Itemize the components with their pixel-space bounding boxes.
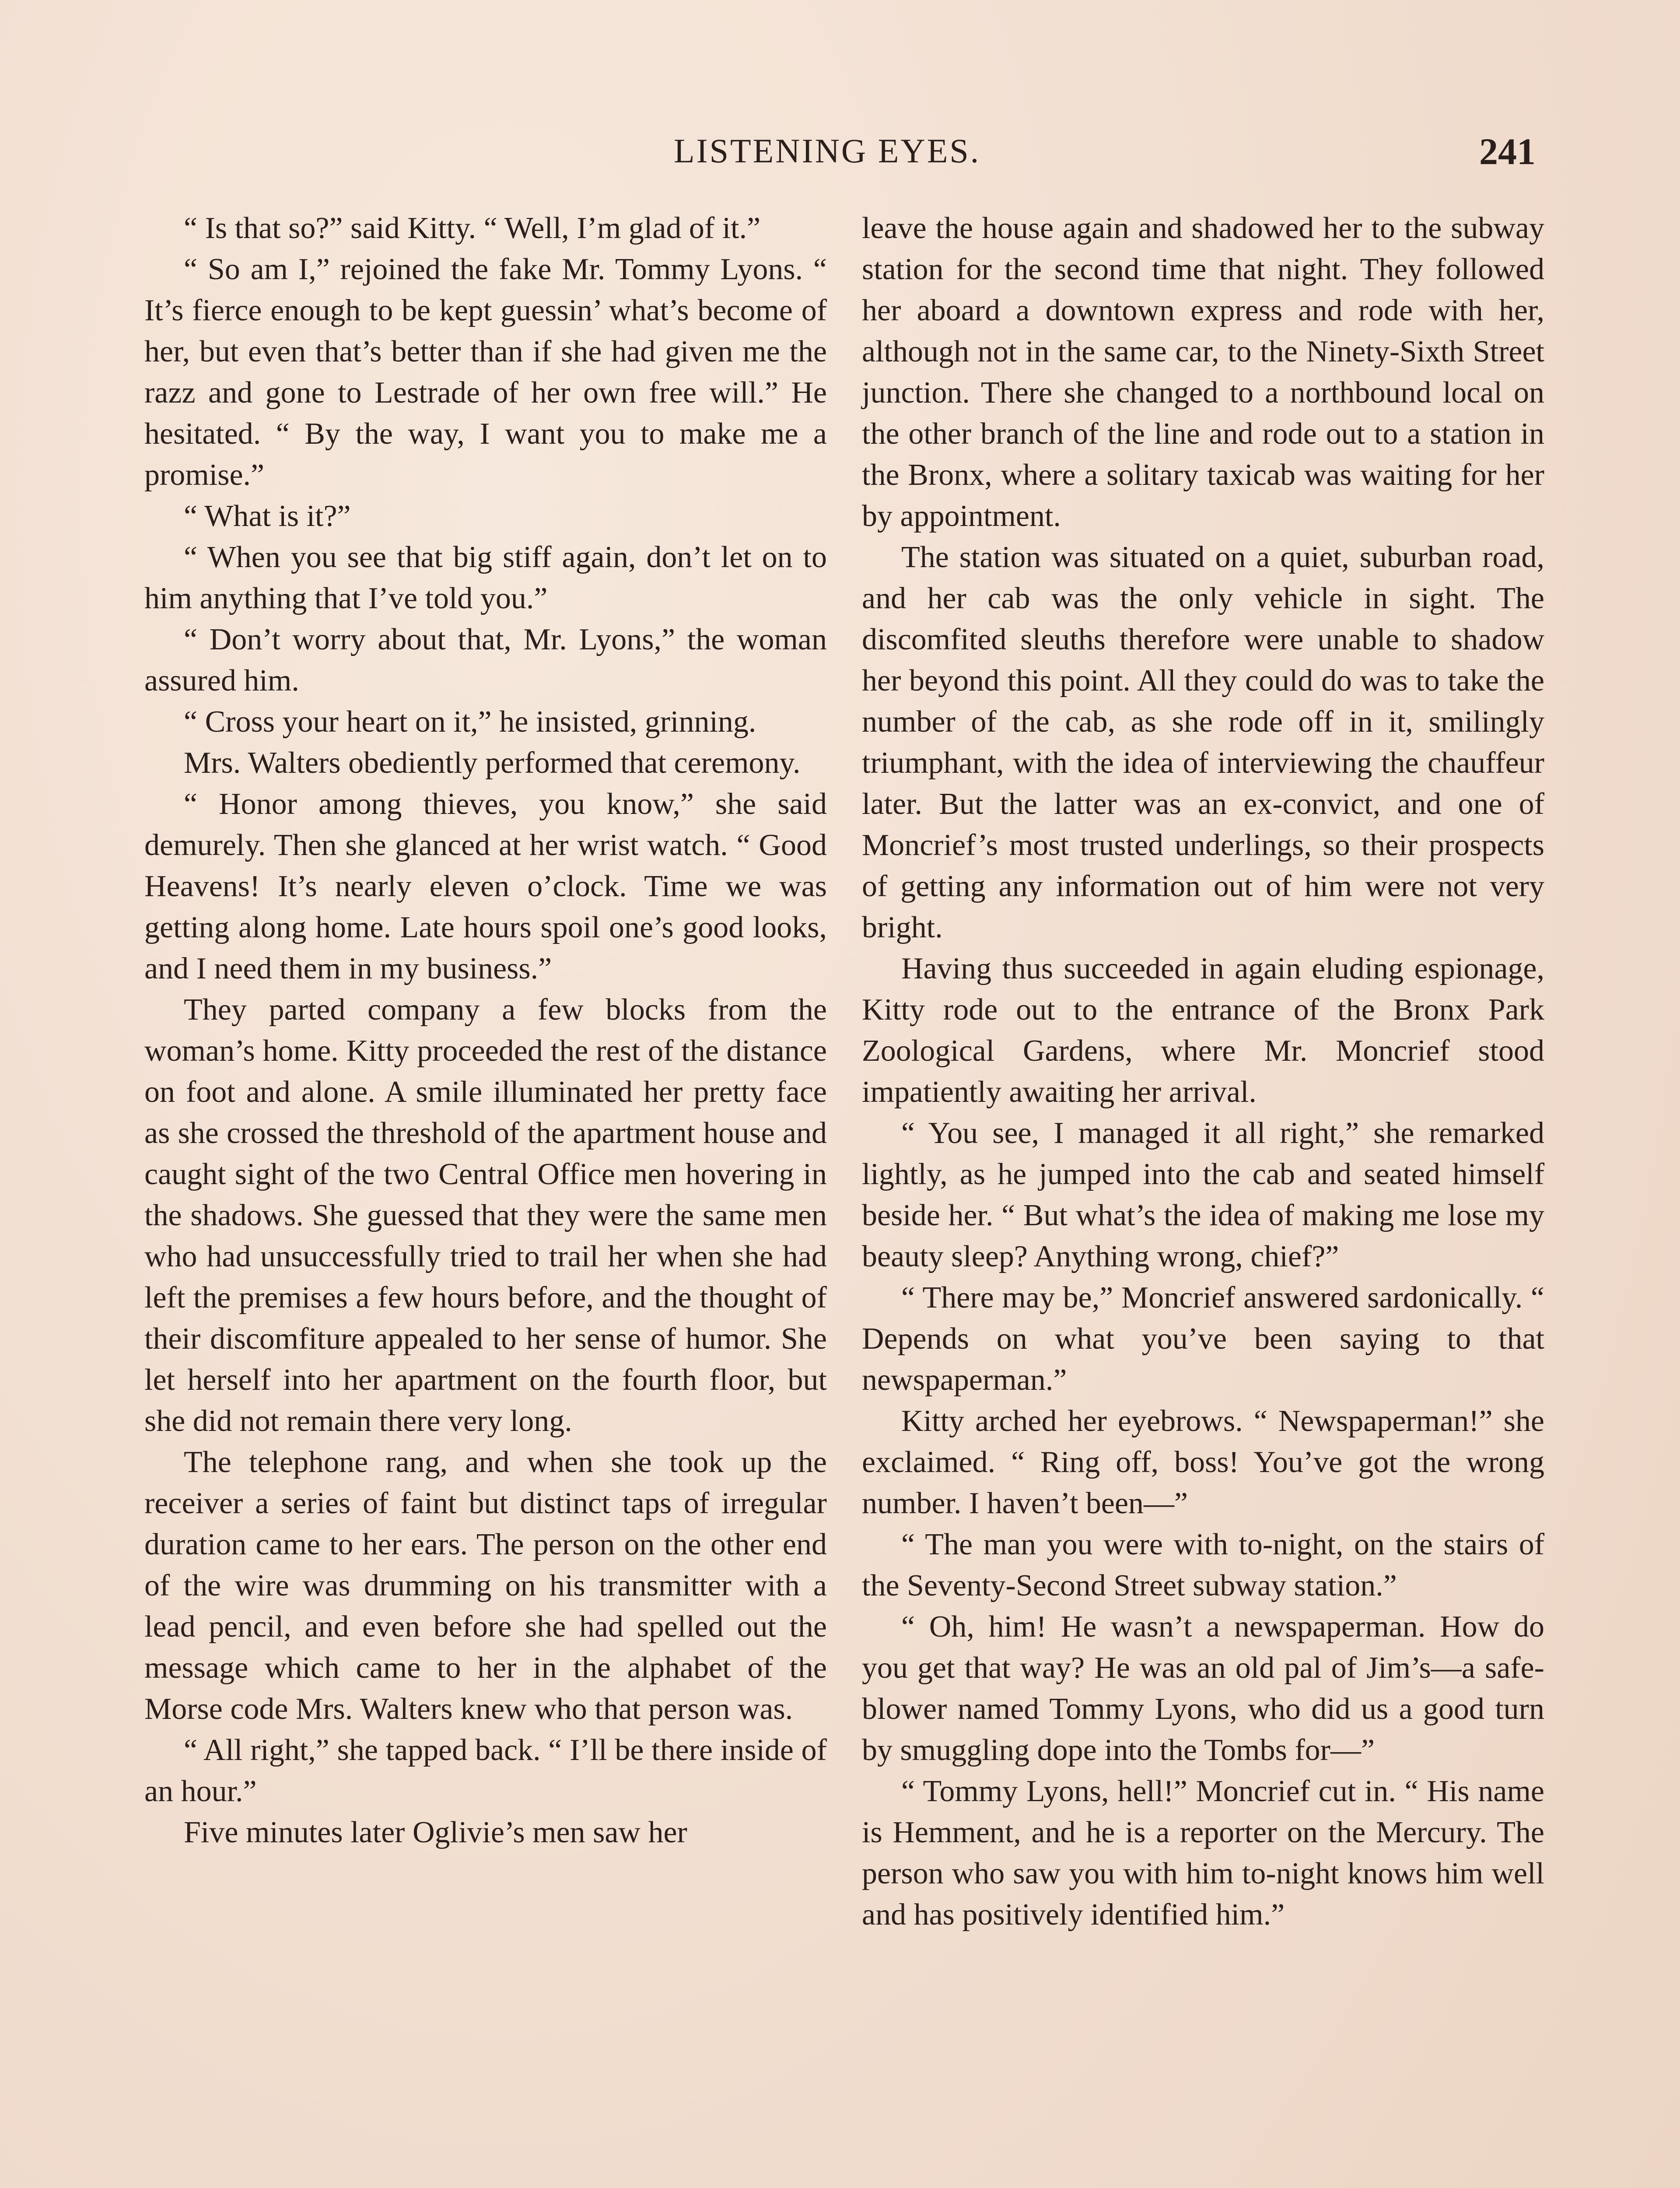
paragraph: Kitty arched her eyebrows. “ Newspaperman!” she exclaimed. “ Ring off, boss! You’ve got the wrong number. I haven’t been—” [862, 1404, 1544, 1520]
paragraph: Five minutes later Oglivie’s men saw her [184, 1816, 687, 1849]
paragraph-continued: leave the house again and shadowed her to the subway station for the second time that night. They followed her aboard a downtown express and rode with her, although not in the same car, to the Ninety-Sixth Street junction. There she changed to a northbound local on the other branch of the line and rode out to a station in the Bronx, where a solitary taxicab was waiting for her by appointment. [862, 211, 1544, 533]
right-column [862, 208, 1544, 1936]
paragraph: Mrs. Walters obediently performed that ceremony. [184, 746, 801, 780]
paragraph: “ Oh, him! He wasn’t a newspaperman. How do you get that way? He was an old pal of Jim’s—a safe-blower named Tommy Lyons, who did us a good turn by smuggling dope into the Tombs for—” [862, 1610, 1544, 1767]
paragraph: They parted company a few blocks from the woman’s home. Kitty proceeded the rest of the distance on foot and alone. A smile illuminated her pretty face as she crossed the threshold of the apartment house and caught sight of the two Central Office men hovering in the shadows. She guessed that they were the same men who had unsuccessfully tried to trail her when she had left the premises a few hours before, and the thought of their discomfiture appealed to her sense of humor. She let herself into her apartment on the fourth floor, but she did not remain there very long. [144, 993, 827, 1438]
paragraph: “ The man you were with to-night, on the stairs of the Seventy-Second Street subway station.” [862, 1528, 1544, 1602]
paragraph: “ When you see that big stiff again, don’t let on to him anything that I’ve told you.” [144, 540, 827, 615]
paragraph: “ Honor among thieves, you know,” she said demurely. Then she glanced at her wrist watch. “ Good Heavens! It’s nearly eleven o’clock. Time we was getting along home. Late hours spoil one’s good looks, and I need them in my business.” [144, 787, 827, 985]
paragraph: “ You see, I managed it all right,” she remarked lightly, as he jumped into the cab and seated himself beside her. “ But what’s the idea of making me lose my beauty sleep? Anything wrong, chief?” [862, 1116, 1544, 1273]
paragraph: “ So am I,” rejoined the fake Mr. Tommy Lyons. “ It’s fierce enough to be kept guessin’ what’s become of her, but even that’s better than if she had given me the razz and gone to Lestrade of her own free will.” He hesitated. “ By the way, I want you to make me a promise.” [144, 252, 827, 492]
paragraph: “ Tommy Lyons, hell!” Moncrief cut in. “ His name is Hemment, and he is a reporter on the Mercury. The person who saw you with him to-night knows him well and has positively identified him.” [862, 1774, 1544, 1932]
paragraph: “ There may be,” Moncrief answered sardonically. “ Depends on what you’ve been saying to that newspaperman.” [862, 1281, 1544, 1397]
paragraph: “ All right,” she tapped back. “ I’ll be there inside of an hour.” [144, 1733, 827, 1808]
paragraph: “ Cross your heart on it,” he insisted, grinning. [184, 705, 756, 739]
paragraph: “ What is it?” [184, 499, 351, 533]
paragraph: Having thus succeeded in again eluding espionage, Kitty rode out to the entrance of the Bronx Park Zoological Gardens, where Mr. Moncrief stood impatiently awaiting her arrival. [862, 952, 1544, 1109]
paragraph: The station was situated on a quiet, suburban road, and her cab was the only vehicle in sight. The discomfited sleuths therefore were unable to shadow her beyond this point. All they could do was to take the number of the cab, as she rode off in it, smilingly triumphant, with the idea of interviewing the chauffeur later. But the latter was an ex-convict, and one of Moncrief’s most trusted underlings, so their prospects of getting any information out of him were not very bright. [862, 540, 1544, 944]
left-column [144, 208, 827, 1853]
page-number: 241 [1479, 130, 1536, 172]
running-head: LISTENING EYES. [674, 132, 981, 170]
paragraph: “ Is that so?” said Kitty. “ Well, I’m glad of it.” [184, 211, 761, 245]
paragraph: The telephone rang, and when she took up the receiver a series of faint but distinct taps of irregular duration came to her ears. The person on the other end of the wire was drumming on his transmitter with a lead pencil, and even before she had spelled out the message which came to her in the alphabet of the Morse code Mrs. Walters knew who that person was. [144, 1445, 827, 1726]
paragraph: “ Don’t worry about that, Mr. Lyons,” the woman assured him. [144, 623, 827, 698]
